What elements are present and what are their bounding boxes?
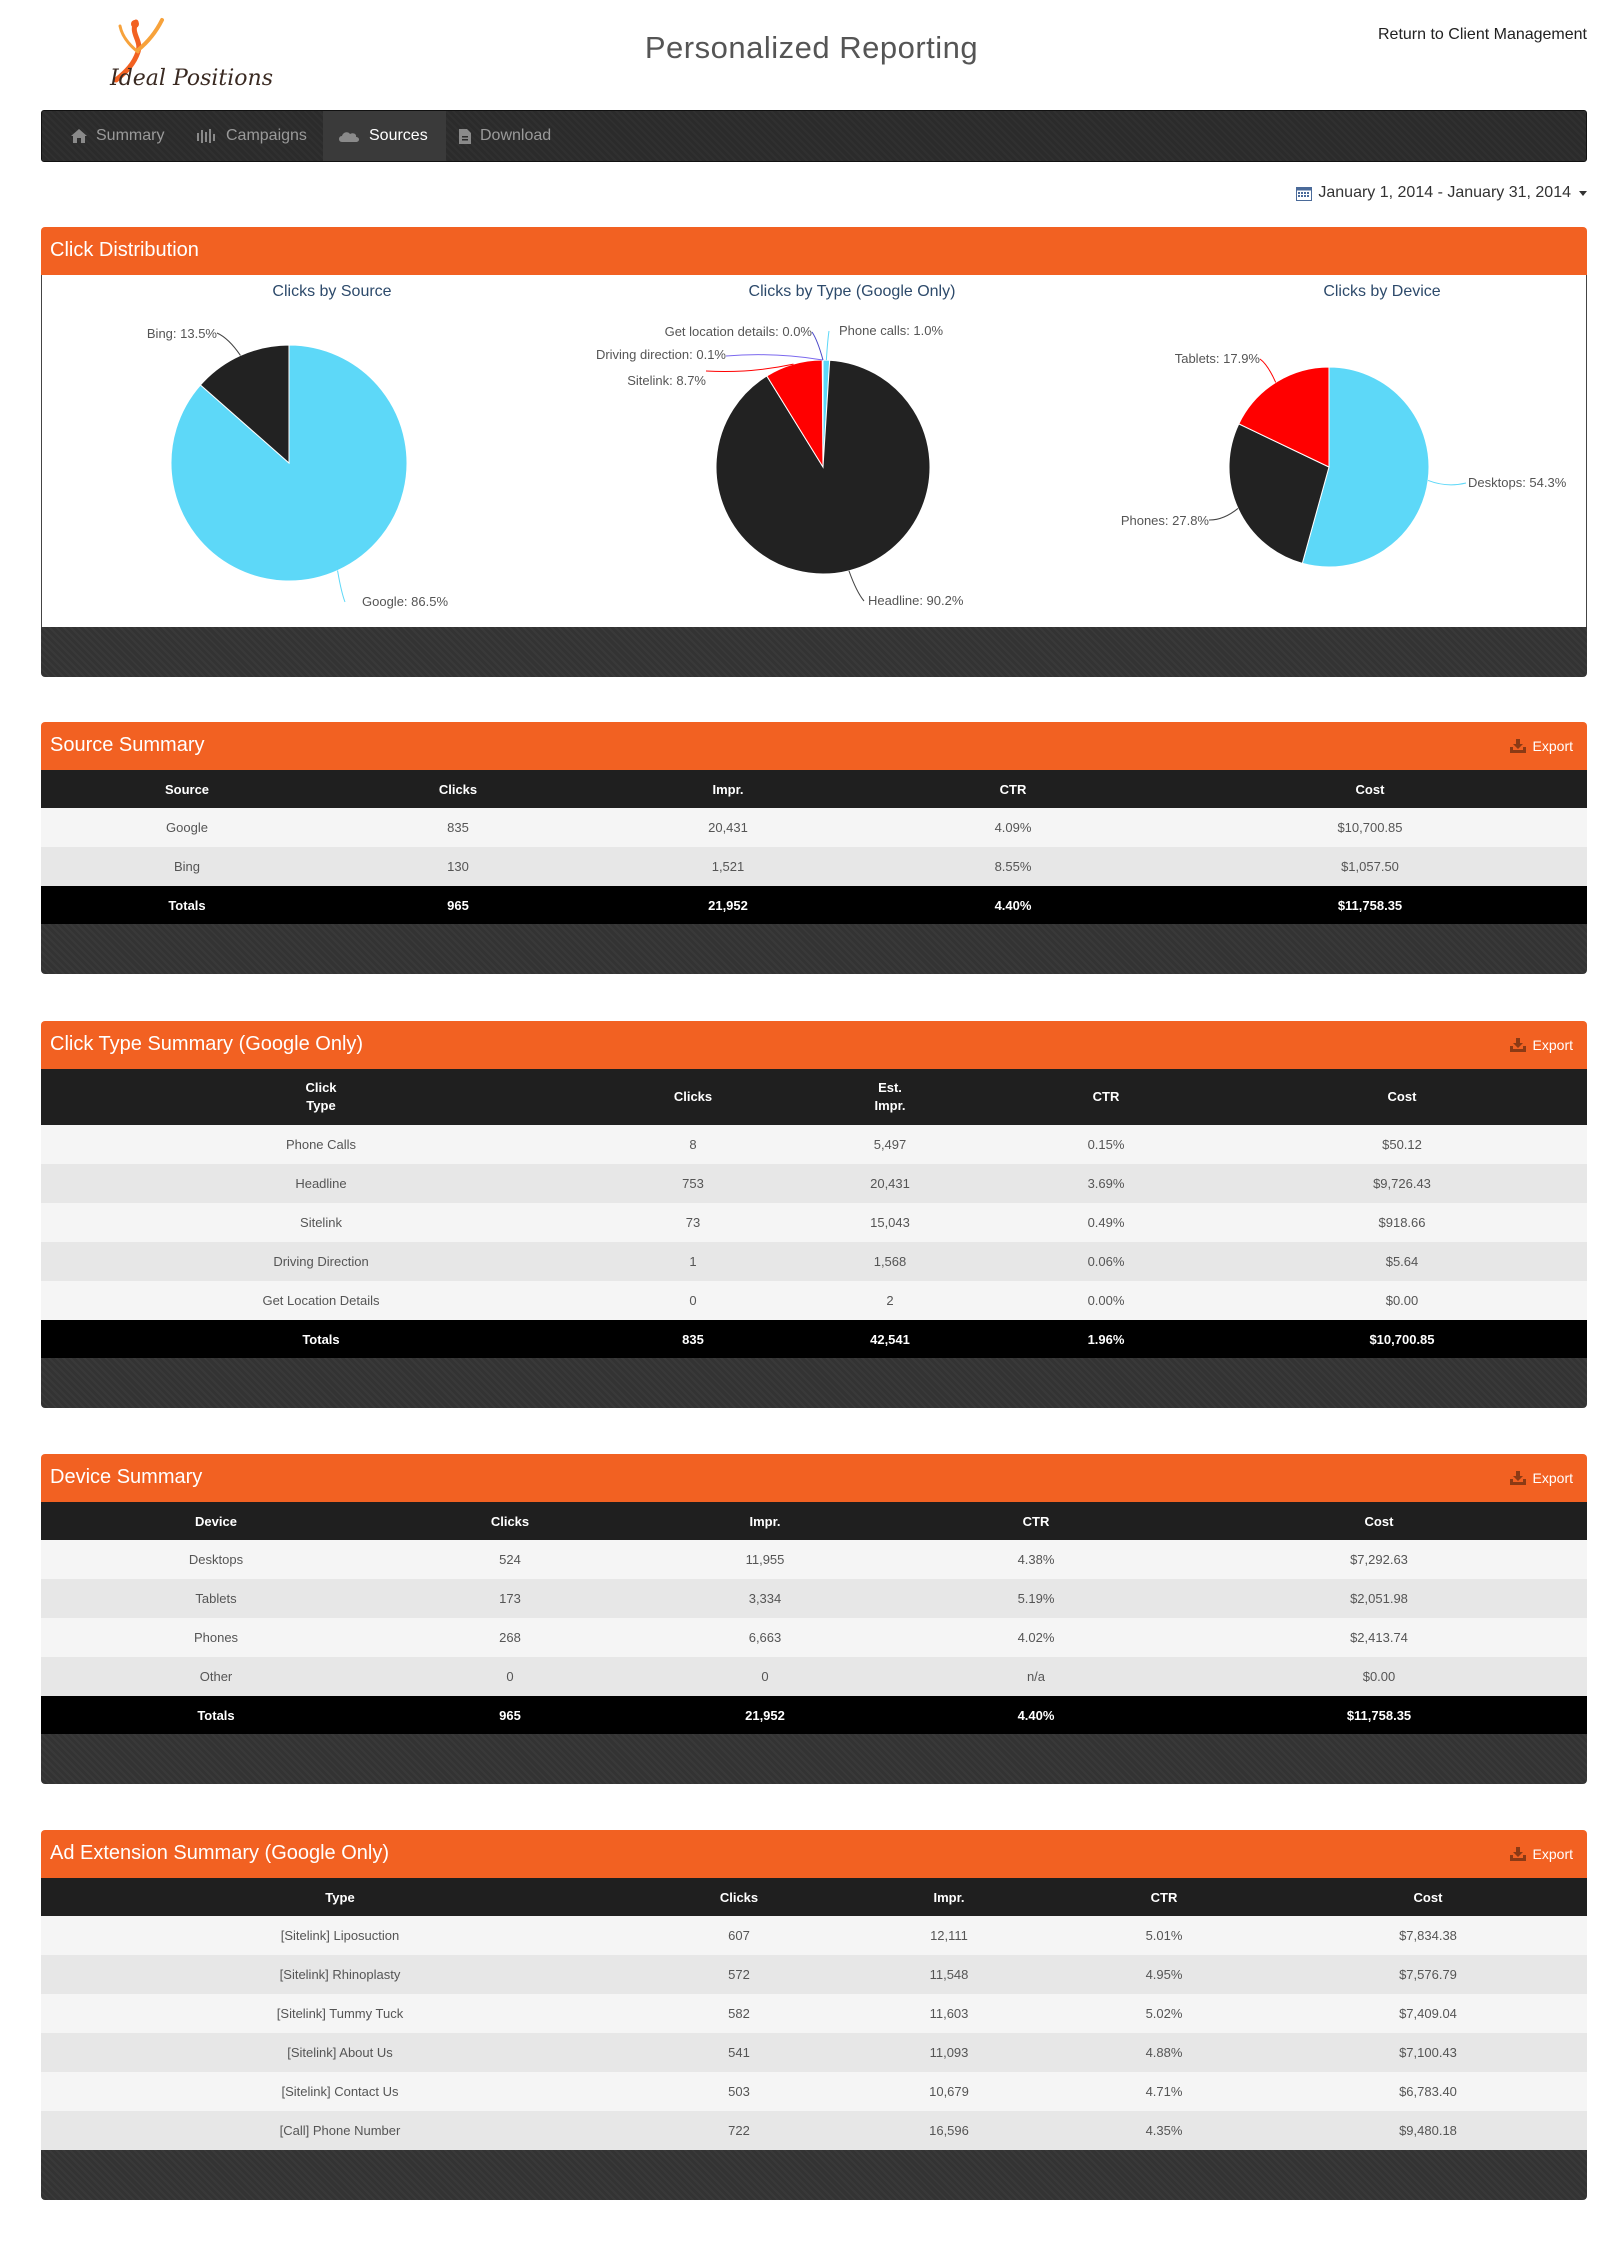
download-icon [1509, 1846, 1527, 1862]
table-cell: 0.15% [995, 1125, 1217, 1164]
table-cell: 8 [601, 1125, 785, 1164]
table-cell: 12,111 [839, 1916, 1059, 1955]
table-cell: 3,334 [629, 1579, 901, 1618]
column-header: Impr. [583, 770, 873, 808]
table-cell: $7,834.38 [1269, 1916, 1587, 1955]
table-cell: Other [41, 1657, 391, 1696]
calendar-icon [1296, 186, 1312, 201]
table-cell: 5,497 [785, 1125, 995, 1164]
download-icon [1509, 738, 1527, 754]
table-row [41, 1164, 1587, 1203]
source-summary-panel [41, 722, 1587, 974]
pie-data-label: Headline: 90.2% [868, 593, 964, 608]
panel-header [41, 1021, 1587, 1069]
pie-data-label: Google: 86.5% [362, 594, 449, 609]
nav-item-label: Download [480, 127, 552, 144]
table-cell: 73 [601, 1203, 785, 1242]
table-cell: 1.96% [995, 1320, 1217, 1358]
table-cell: $7,292.63 [1171, 1540, 1587, 1579]
table-cell: 582 [639, 1994, 839, 2033]
chevron-down-icon [1579, 191, 1587, 196]
table-cell: 753 [601, 1164, 785, 1203]
totals-row [41, 1320, 1587, 1358]
table-cell: 4.40% [901, 1696, 1171, 1734]
panel-footer [41, 2150, 1587, 2200]
table-cell: $0.00 [1217, 1281, 1587, 1320]
column-header: Source [41, 770, 333, 808]
pie-data-label: Desktops: 54.3% [1468, 475, 1567, 490]
column-header: Clicks [639, 1878, 839, 1916]
nav-item-label: Campaigns [226, 127, 307, 144]
table-row [41, 1125, 1587, 1164]
table-cell: 0 [601, 1281, 785, 1320]
table-cell: 16,596 [839, 2111, 1059, 2150]
table-cell: 15,043 [785, 1203, 995, 1242]
table-cell: 0 [391, 1657, 629, 1696]
column-header: Est. Impr. [785, 1069, 995, 1125]
table-cell: 4.35% [1059, 2111, 1269, 2150]
table-cell: Driving Direction [41, 1242, 601, 1281]
table-cell: [Sitelink] About Us [41, 2033, 639, 2072]
pie-label-connector [1428, 480, 1466, 484]
table-cell: 11,603 [839, 1994, 1059, 2033]
table-cell: 4.40% [873, 886, 1153, 924]
pie-slice-driving-direction[interactable] [822, 360, 823, 467]
table-cell: 11,093 [839, 2033, 1059, 2072]
table-cell: $2,413.74 [1171, 1618, 1587, 1657]
table-cell: 6,663 [629, 1618, 901, 1657]
table-cell: [Sitelink] Liposuction [41, 1916, 639, 1955]
panel-title: Click Distribution [50, 239, 199, 261]
table-cell: $0.00 [1171, 1657, 1587, 1696]
document-icon [458, 128, 472, 145]
column-header: CTR [901, 1502, 1171, 1540]
panel-footer [41, 627, 1587, 677]
bars-icon [196, 128, 218, 144]
table-cell: Get Location Details [41, 1281, 601, 1320]
pie-label-connector [826, 331, 829, 360]
download-icon [1509, 1470, 1527, 1486]
column-header: CTR [1059, 1878, 1269, 1916]
column-header: Clicks [601, 1069, 785, 1125]
pie-charts-svg [42, 275, 1586, 627]
table-row [41, 1994, 1587, 2033]
totals-row [41, 1696, 1587, 1734]
table-cell: 173 [391, 1579, 629, 1618]
logo-text: Ideal Positions [110, 66, 274, 91]
pie-data-label: Phones: 27.8% [1120, 513, 1209, 528]
column-header: Cost [1217, 1069, 1587, 1125]
column-header: Device [41, 1502, 391, 1540]
table-row [41, 2072, 1587, 2111]
table-cell: 130 [333, 847, 583, 886]
column-header: Clicks [333, 770, 583, 808]
pie-data-label: Driving direction: 0.1% [595, 347, 726, 362]
pie-label-connector [1209, 508, 1238, 520]
table-cell: Phones [41, 1618, 391, 1657]
click-type-summary-panel [41, 1021, 1587, 1408]
pie-label-connector [726, 355, 823, 360]
pie-label-connector [338, 571, 345, 602]
table-cell: 722 [639, 2111, 839, 2150]
panel-title: Device Summary [50, 1466, 203, 1488]
panel-header [41, 722, 1587, 770]
nav-item-sources[interactable] [323, 111, 446, 161]
table-row [41, 2111, 1587, 2150]
pie-label-connector [849, 571, 864, 601]
table-cell: Totals [41, 1320, 601, 1358]
table-cell: [Sitelink] Tummy Tuck [41, 1994, 639, 2033]
table-cell: Totals [41, 886, 333, 924]
ad-extension-summary-table [41, 1878, 1587, 2150]
table-cell: 0.00% [995, 1281, 1217, 1320]
column-header: Impr. [629, 1502, 901, 1540]
return-to-client-management-link[interactable]: Return to Client Management [1378, 26, 1587, 43]
date-range-text: January 1, 2014 - January 31, 2014 [1318, 184, 1571, 201]
table-cell: 835 [601, 1320, 785, 1358]
chart-title-clicks-by-device: Clicks by Device [1323, 283, 1441, 300]
table-cell: 11,955 [629, 1540, 901, 1579]
page-header [0, 0, 1623, 105]
table-cell: $9,726.43 [1217, 1164, 1587, 1203]
table-cell: $10,700.85 [1153, 808, 1587, 847]
table-cell: Tablets [41, 1579, 391, 1618]
table-cell: 1 [601, 1242, 785, 1281]
pie-data-label: Bing: 13.5% [146, 326, 217, 341]
totals-row [41, 886, 1587, 924]
table-cell: [Call] Phone Number [41, 2111, 639, 2150]
export-label: Export [1532, 1037, 1573, 1053]
table-cell: 4.09% [873, 808, 1153, 847]
table-cell: 965 [391, 1696, 629, 1734]
page-title: Personalized Reporting [644, 30, 979, 65]
date-range-picker[interactable] [1296, 184, 1587, 202]
table-cell: Phone Calls [41, 1125, 601, 1164]
table-row [41, 1657, 1587, 1696]
click-distribution-panel [41, 227, 1587, 677]
table-cell: 8.55% [873, 847, 1153, 886]
table-row [41, 1579, 1587, 1618]
panel-header [41, 1454, 1587, 1502]
export-label: Export [1532, 1846, 1573, 1862]
column-header: Type [41, 1878, 639, 1916]
table-row [41, 1203, 1587, 1242]
pie-data-label: Get location details: 0.0% [664, 324, 812, 339]
table-cell: 4.71% [1059, 2072, 1269, 2111]
chart-title-clicks-by-type: Clicks by Type (Google Only) [748, 283, 956, 300]
table-cell: 4.38% [901, 1540, 1171, 1579]
table-cell: Bing [41, 847, 333, 886]
table-cell: 572 [639, 1955, 839, 1994]
table-cell: 5.19% [901, 1579, 1171, 1618]
table-row [41, 847, 1587, 886]
table-cell: Google [41, 808, 333, 847]
table-cell: Sitelink [41, 1203, 601, 1242]
cloud-icon [337, 129, 361, 143]
table-row [41, 1540, 1587, 1579]
click-type-summary-table [41, 1069, 1587, 1358]
panel-footer [41, 924, 1587, 974]
table-cell: 541 [639, 2033, 839, 2072]
table-cell: 20,431 [583, 808, 873, 847]
source-summary-table [41, 770, 1587, 924]
table-cell: 607 [639, 1916, 839, 1955]
device-summary-panel [41, 1454, 1587, 1784]
table-cell: Desktops [41, 1540, 391, 1579]
table-row [41, 1242, 1587, 1281]
table-cell: 4.02% [901, 1618, 1171, 1657]
panel-header [41, 227, 1587, 275]
table-cell: 524 [391, 1540, 629, 1579]
nav-item-campaigns[interactable] [196, 111, 307, 161]
table-cell: 1,568 [785, 1242, 995, 1281]
table-cell: 5.01% [1059, 1916, 1269, 1955]
table-cell: Totals [41, 1696, 391, 1734]
table-row [41, 1618, 1587, 1657]
nav-item-download[interactable] [458, 111, 551, 161]
nav-item-label: Summary [96, 127, 165, 144]
table-row [41, 1916, 1587, 1955]
panel-title: Click Type Summary (Google Only) [50, 1033, 364, 1055]
ad-extension-summary-panel [41, 1830, 1587, 2200]
table-cell: 5.02% [1059, 1994, 1269, 2033]
export-label: Export [1532, 738, 1573, 754]
panel-footer [41, 1734, 1587, 1784]
home-icon [70, 128, 88, 144]
nav-item-summary[interactable] [70, 111, 164, 161]
table-cell: 21,952 [629, 1696, 901, 1734]
column-header: Cost [1171, 1502, 1587, 1540]
column-header: Cost [1269, 1878, 1587, 1916]
table-cell: n/a [901, 1657, 1171, 1696]
panel-footer [41, 1358, 1587, 1408]
pie-data-label: Tablets: 17.9% [1174, 351, 1260, 366]
table-cell: 2 [785, 1281, 995, 1320]
table-cell: 835 [333, 808, 583, 847]
pie-data-label: Sitelink: 8.7% [627, 373, 706, 388]
table-cell: 4.88% [1059, 2033, 1269, 2072]
pie-label-connector [812, 332, 823, 360]
table-cell: $7,100.43 [1269, 2033, 1587, 2072]
table-cell: $9,480.18 [1269, 2111, 1587, 2150]
column-header: CTR [995, 1069, 1217, 1125]
table-cell: 0.49% [995, 1203, 1217, 1242]
table-cell: 20,431 [785, 1164, 995, 1203]
table-cell: $2,051.98 [1171, 1579, 1587, 1618]
panel-header [41, 1830, 1587, 1878]
table-cell: 21,952 [583, 886, 873, 924]
export-button[interactable] [1509, 1037, 1573, 1053]
table-cell: $7,576.79 [1269, 1955, 1587, 1994]
main-navbar [41, 110, 1587, 162]
table-cell: 0.06% [995, 1242, 1217, 1281]
table-cell: 3.69% [995, 1164, 1217, 1203]
panel-title: Source Summary [50, 734, 205, 756]
table-cell: 11,548 [839, 1955, 1059, 1994]
table-cell: 10,679 [839, 2072, 1059, 2111]
column-header: Click Type [41, 1069, 601, 1125]
table-cell: $1,057.50 [1153, 847, 1587, 886]
download-icon [1509, 1037, 1527, 1053]
table-cell: 0 [629, 1657, 901, 1696]
table-cell: 965 [333, 886, 583, 924]
table-cell: $11,758.35 [1171, 1696, 1587, 1734]
column-header: Impr. [839, 1878, 1059, 1916]
table-cell: 1,521 [583, 847, 873, 886]
pie-data-label: Phone calls: 1.0% [839, 323, 944, 338]
table-cell: [Sitelink] Contact Us [41, 2072, 639, 2111]
table-cell: $7,409.04 [1269, 1994, 1587, 2033]
column-header: Clicks [391, 1502, 629, 1540]
column-header: CTR [873, 770, 1153, 808]
table-row [41, 2033, 1587, 2072]
table-cell: [Sitelink] Rhinoplasty [41, 1955, 639, 1994]
table-cell: Headline [41, 1164, 601, 1203]
export-button[interactable] [1509, 1470, 1573, 1486]
export-button[interactable] [1509, 1846, 1573, 1862]
pie-label-connector [217, 333, 240, 355]
panel-title: Ad Extension Summary (Google Only) [50, 1842, 390, 1864]
chart-title-clicks-by-source: Clicks by Source [272, 283, 392, 300]
table-row [41, 1955, 1587, 1994]
nav-item-label: Sources [369, 127, 428, 144]
pie-charts-area [41, 275, 1587, 627]
table-cell: $5.64 [1217, 1242, 1587, 1281]
table-cell: $6,783.40 [1269, 2072, 1587, 2111]
export-button[interactable] [1509, 738, 1573, 754]
table-row [41, 1281, 1587, 1320]
table-cell: $918.66 [1217, 1203, 1587, 1242]
table-cell: 4.95% [1059, 1955, 1269, 1994]
table-row [41, 808, 1587, 847]
export-label: Export [1532, 1470, 1573, 1486]
table-cell: $10,700.85 [1217, 1320, 1587, 1358]
table-cell: 268 [391, 1618, 629, 1657]
table-cell: 42,541 [785, 1320, 995, 1358]
pie-label-connector [1260, 359, 1276, 382]
column-header: Cost [1153, 770, 1587, 808]
table-cell: $50.12 [1217, 1125, 1587, 1164]
table-cell: $11,758.35 [1153, 886, 1587, 924]
table-cell: 503 [639, 2072, 839, 2111]
device-summary-table [41, 1502, 1587, 1734]
